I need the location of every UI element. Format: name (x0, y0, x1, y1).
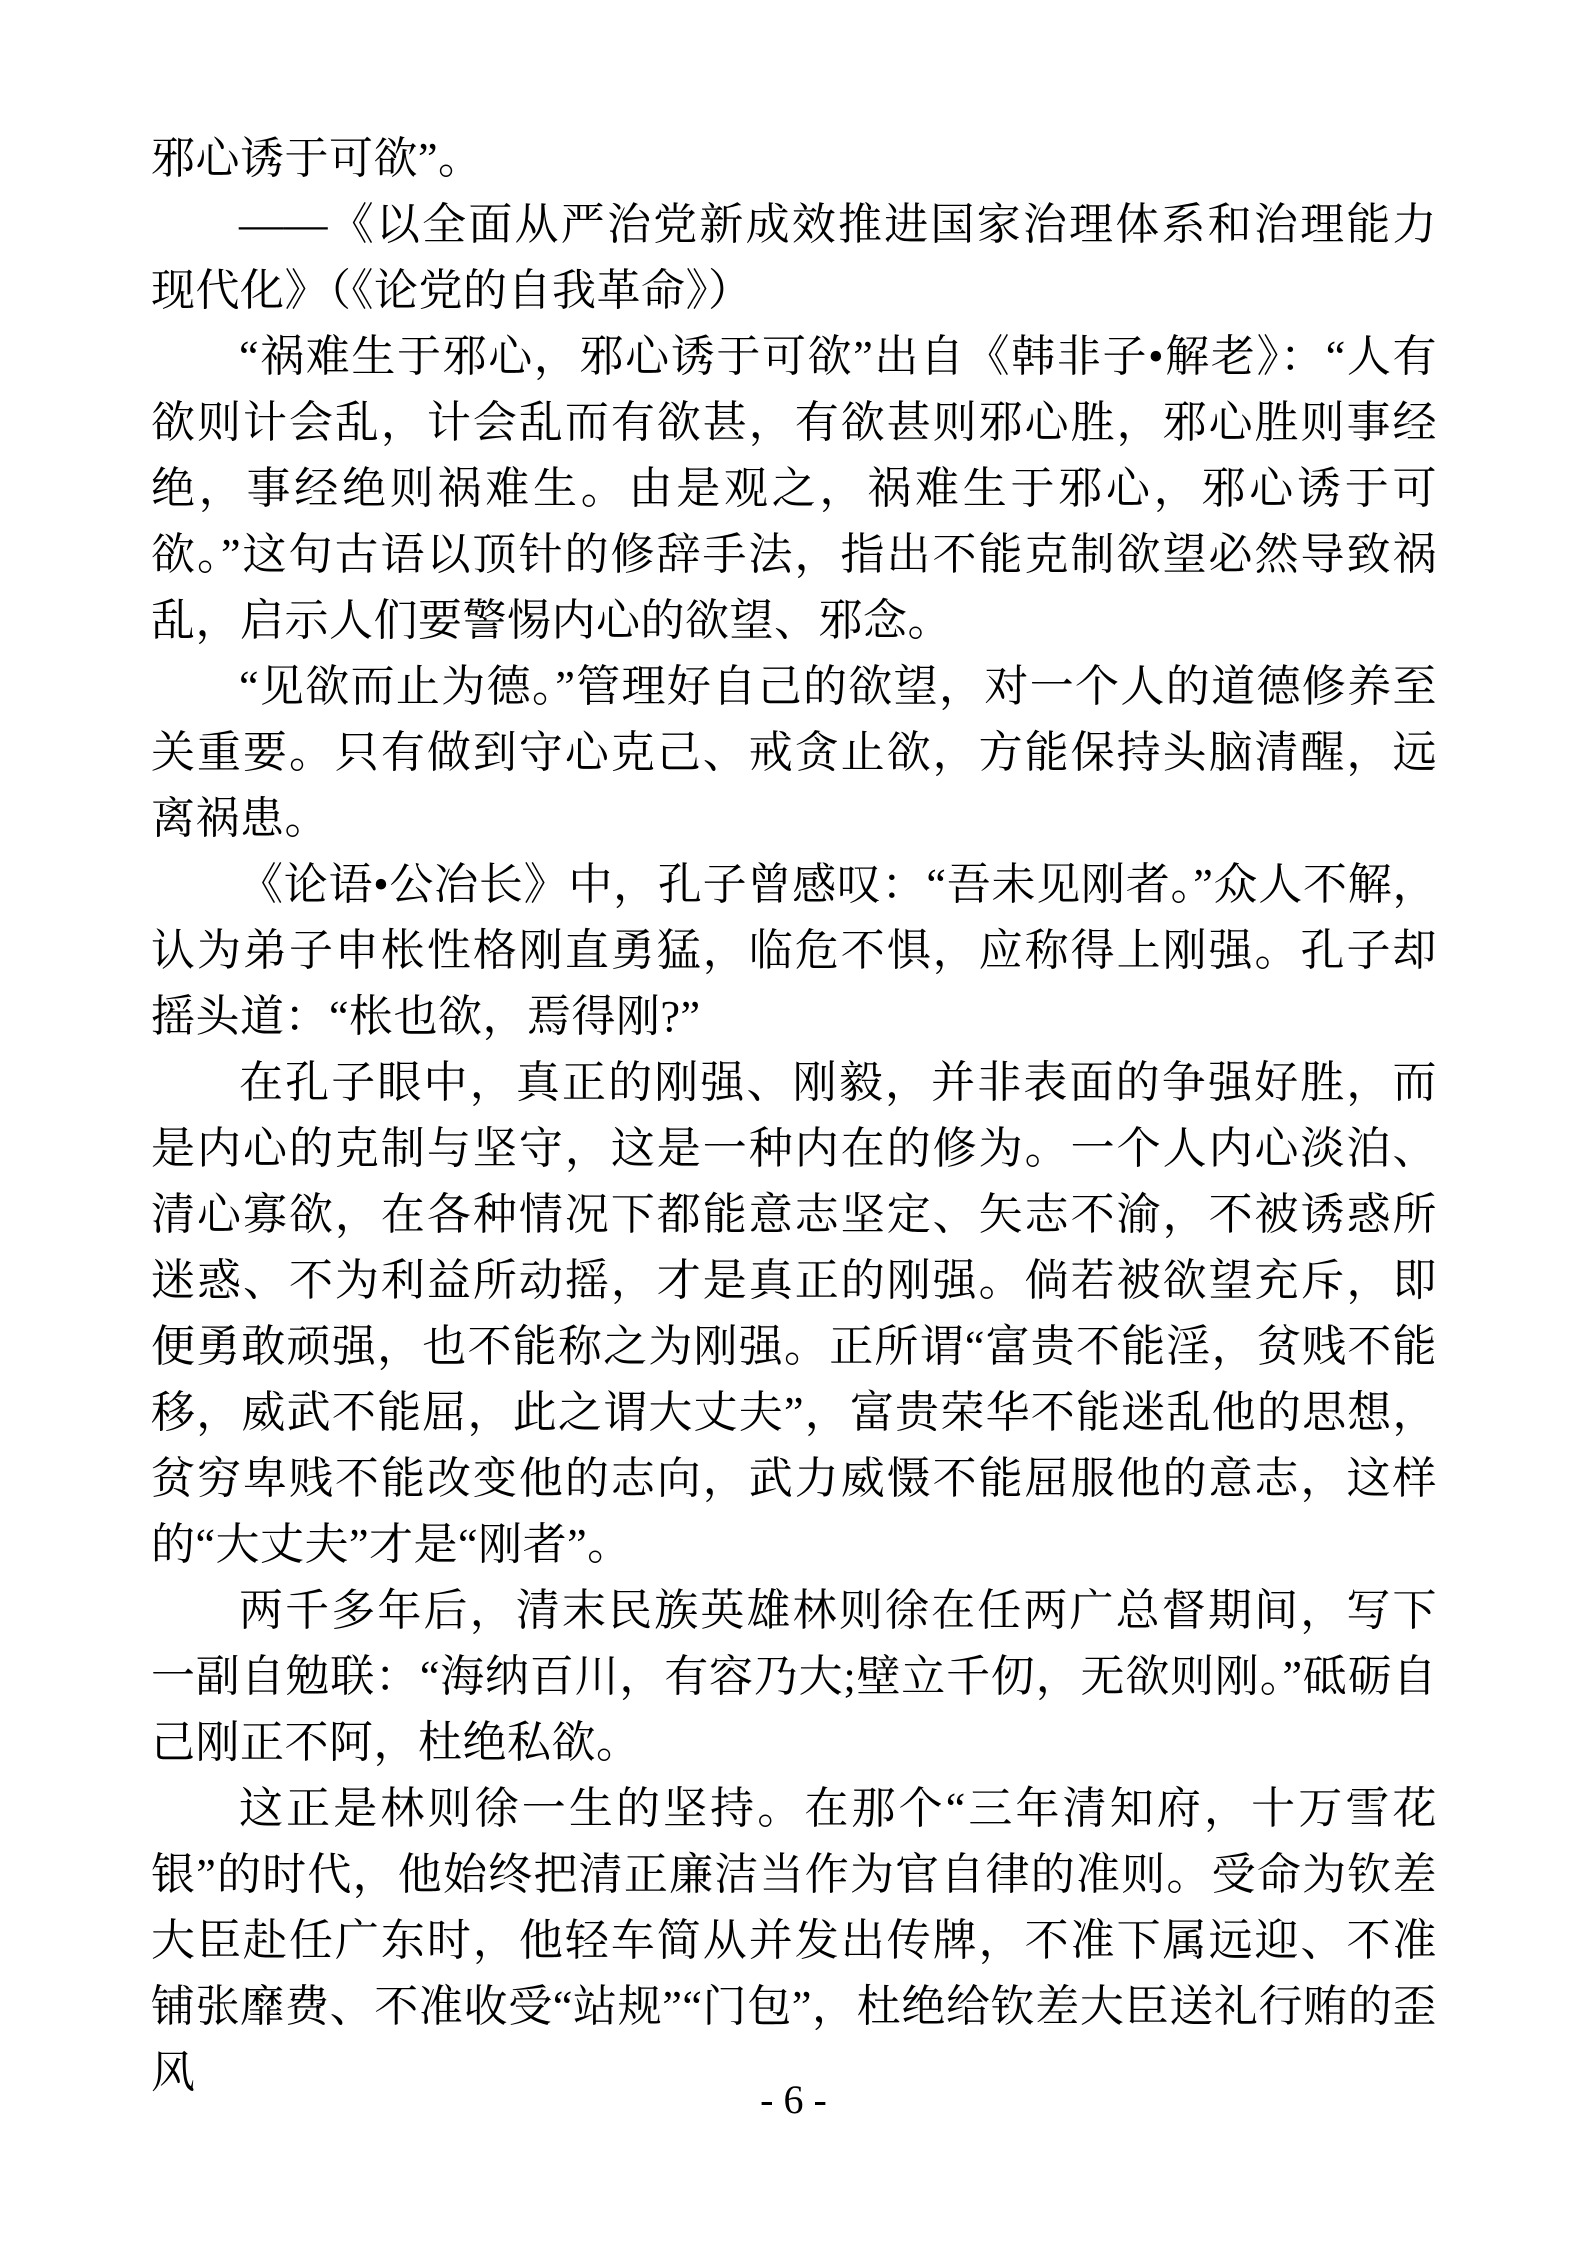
paragraph-confucius-view: 在孔子眼中，真正的刚强、刚毅，并非表面的争强好胜，而是内心的克制与坚守，这是一种内在的修为。一个人内心淡泊、清心寡欲，在各种情况下都能意志坚定、矢志不渝，不被诱惑所迷惑、不为利益所动摇，才是真正的刚强。倘若被欲望充斥，即便勇敢顽强，也不能称之为刚强。正所谓“富贵不能淫，贫贱不能移，威武不能屈，此之谓大丈夫”，富贵荣华不能迷乱他的思想，贫穷卑贱不能改变他的志向，武力威慑不能屈服他的意志，这样的“大丈夫”才是“刚者”。 (151, 1058, 1437, 1569)
paragraph-linzexu-couplet: 两千多年后，清末民族英雄林则徐在任两广总督期间，写下一副自勉联：“海纳百川，有容乃大;壁立千仞，无欲则刚。”砥砺自己刚正不阿，杜绝私欲。 (151, 1586, 1437, 1767)
paragraph-hanfeizi-quote: “祸难生于邪心，邪心诱于可欲”出自《韩非子•解老》：“人有欲则计会乱，计会乱而有欲甚，有欲甚则邪心胜，邪心胜则事经绝，事经绝则祸难生。由是观之，祸难生于邪心，邪心诱于可欲。”这句古语以顶针的修辞手法，指出不能克制欲望必然导致祸乱，启示人们要警惕内心的欲望、邪念。 (151, 332, 1437, 645)
paragraph-continuation: 邪心诱于可欲”。 (151, 134, 483, 183)
paragraph-lunyu: 《论语•公冶长》中，孔子曾感叹：“吾未见刚者。”众人不解，认为弟子申枨性格刚直勇猛，临危不惧，应称得上刚强。孔子却摇头道：“枨也欲，焉得刚?” (151, 860, 1437, 1041)
paragraph-virtue: “见欲而止为德。”管理好自己的欲望，对一个人的道德修养至关重要。只有做到守心克己、戒贪止欲，方能保持头脑清醒，远离祸患。 (151, 662, 1437, 843)
page-number: - 6 - (760, 2077, 827, 2122)
paragraph-linzexu-integrity: 这正是林则徐一生的坚持。在那个“三年清知府，十万雪花银”的时代，他始终把清正廉洁当作为官自律的准则。受命为钦差大臣赴任广东时，他轻车简从并发出传牌，不准下属远迎、不准铺张靡费、不准收受“站规”“门包”，杜绝给钦差大臣送礼行贿的歪风 (151, 1784, 1437, 2097)
paragraph-source-citation: ——《以全面从严治党新成效推进国家治理体系和治理能力现代化》（《论党的自我革命》） (151, 200, 1437, 315)
document-body (151, 126, 1437, 2106)
